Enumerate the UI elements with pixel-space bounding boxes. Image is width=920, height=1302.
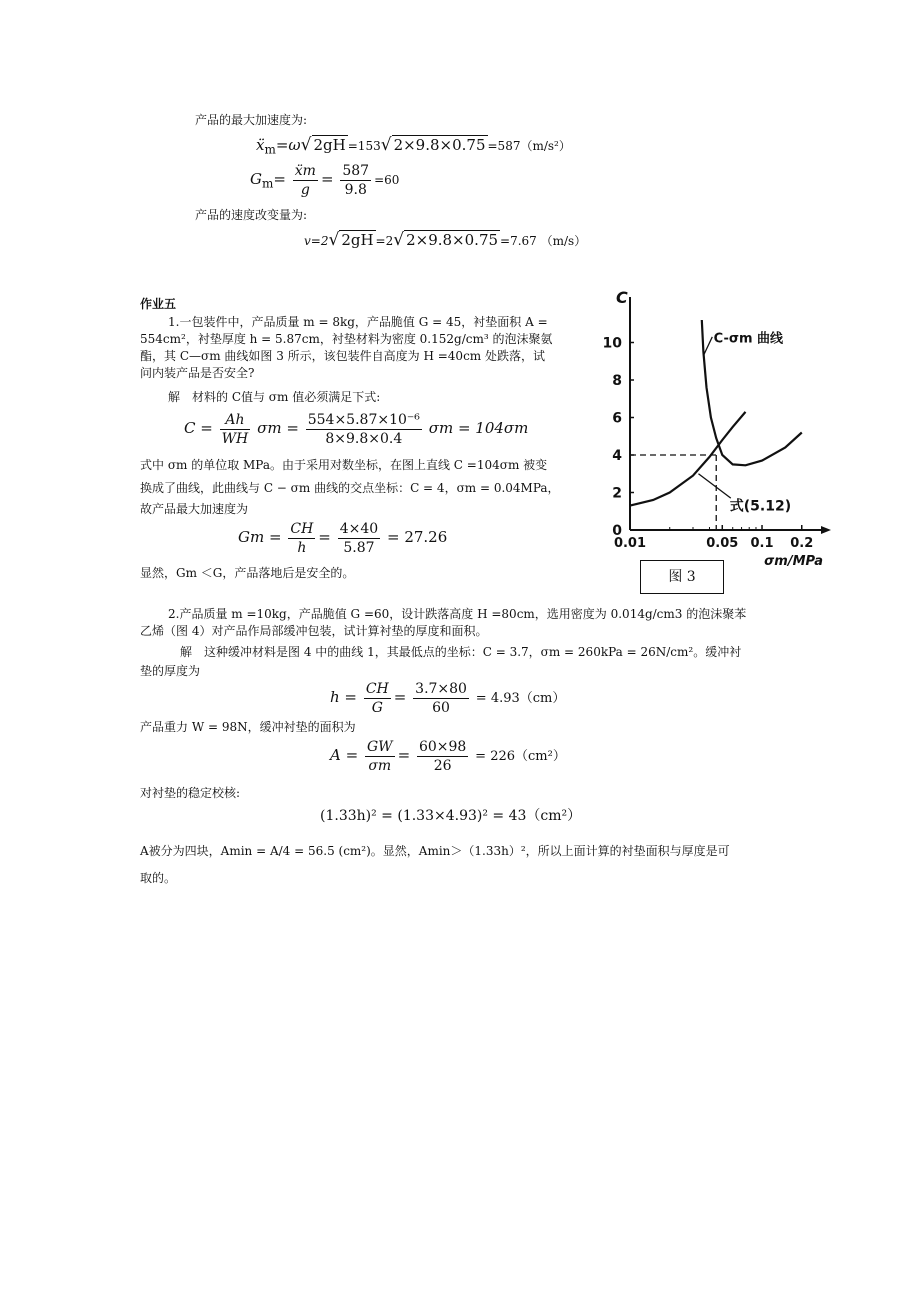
eq4-result: σm = 104σm [428, 419, 529, 437]
eq4-sigma: σm = [257, 419, 299, 437]
hw5-p1b-line-2: 故产品最大加速度为 [140, 502, 249, 516]
equation-gm: $G_m=$ $\frac{\text{ẍm}}{g}$ = $\frac{587}{9.8}$ =60 [250, 163, 400, 198]
eq2-frac1: $\frac{\text{ẍm}}{g}$ [294, 163, 316, 198]
equation-max-accel [256, 135, 571, 156]
eq3-lhs: v=2 [304, 234, 329, 248]
eq6-result: = 4.93（cm） [475, 691, 566, 706]
p2-check-line: 对衬垫的稳定校核: [140, 786, 241, 800]
p2-line-1: 乙烯（图 4）对产品作局部缓冲包装，试计算衬垫的厚度和面积。 [140, 624, 488, 638]
eq6-lhs: h = [330, 688, 357, 706]
p2-final-line-2: 取的。 [140, 871, 177, 885]
x-tick-label: 0.01 [613, 536, 647, 551]
figure-label-box [640, 560, 724, 594]
hw5-p1b-line-0: 式中 σm 的单位取 MPa。由于采用对数坐标，在图上直线 C =104σm 被变 [140, 458, 548, 472]
p2-weight-line: 产品重力 W = 98N，缓冲衬垫的面积为 [140, 720, 356, 734]
sqrt-icon: √ [380, 135, 392, 155]
x-tick-label: 0.1 [750, 536, 774, 551]
chart-svg [600, 285, 840, 585]
x-tick-label: 0.2 [790, 536, 814, 551]
eq7-result: = 226（cm²） [475, 749, 566, 764]
equation-h: h = $\frac{CH}{G}$ = $\frac{3.7\times 80}{60}$ = 4.93（cm） [330, 681, 566, 716]
y-tick-label: 4 [612, 448, 622, 464]
eq1-num: =153 [347, 139, 381, 153]
eq2-lhs: G [250, 170, 262, 188]
sqrt-icon: √ [328, 230, 340, 250]
annotation-leader-1 [698, 474, 730, 498]
y-axis-label: C [616, 288, 628, 307]
x-axis-arrow-icon [821, 526, 831, 534]
eq4-frac1: $\frac{Ah}{WH}$ [221, 412, 249, 447]
annotation-label-0: C-σm 曲线 [713, 331, 784, 347]
hw5-p1-line-2: 酯，其 C—σm 曲线如图 3 所示，该包装件自高度为 H =40cm 处跌落，试 [140, 349, 545, 363]
figure-label: 图 3 [668, 569, 696, 585]
eq2-frac2: $\frac{587}{9.8}$ [342, 163, 370, 198]
y-tick-label: 8 [612, 373, 622, 389]
series-line-1 [630, 412, 746, 506]
eq3-result: =7.67 （m/s） [500, 234, 587, 248]
eq1-mid: =ω [275, 136, 301, 154]
x-axis-label: σm/MPa [764, 554, 823, 569]
eq3-mid: =2 [375, 234, 394, 248]
y-tick-label: 0 [612, 523, 622, 539]
figure-3 [600, 285, 840, 585]
p2-line-0: 2.产品质量 m =10kg，产品脆值 G =60，设计跌落高度 H =80cm，选用密度为 0.014g/cm3 的泡沫聚苯 [168, 607, 747, 621]
eq5-frac2: $\frac{4\times 40}{5.87}$ [339, 521, 379, 556]
annotation-leader-0 [703, 337, 712, 356]
eq5-result: = 27.26 [386, 528, 448, 546]
p2-line-2: 解 这种缓冲材料是图 4 中的曲线 1，其最低点的坐标：C = 3.7，σm = 260kPa = 26N/cm²。缓冲衬 [180, 645, 742, 659]
eq3-sqrt: 2gH [341, 231, 374, 249]
eq3-sqrt2: 2×9.8×0.75 [406, 231, 499, 249]
eq4-frac2: $\frac{\text{554×5.87×10⁻⁶}}{8\times 9.8\times 0.4}$ [307, 412, 420, 447]
equation-a: A = $\frac{GW}{\sigma m}$ = $\frac{60\times 98}{26}$ = 226（cm²） [330, 739, 566, 774]
hw5-p1-line-0: 1.一包装件中，产品质量 m = 8kg，产品脆值 G = 45，衬垫面积 A = [168, 315, 548, 329]
hw5-conclusion: 显然，Gm ＜G，产品落地后是安全的。 [140, 566, 355, 580]
p2-line-3: 垫的厚度为 [140, 664, 201, 678]
hw5-p1-line-1: 554cm²，衬垫厚度 h = 5.87cm，衬垫材料为密度 0.152g/cm³ 的泡沫聚氨 [140, 332, 553, 346]
hw5-p1b-line-1: 换成了曲线，此曲线与 C − σm 曲线的交点坐标：C = 4，σm = 0.04MPa， [140, 481, 560, 495]
eq5-lhs: Gm = [238, 528, 282, 546]
velocity-label: 产品的速度改变量为: [195, 208, 308, 222]
hw5-heading: 作业五 [140, 297, 177, 311]
eq7-lhs: A = [330, 746, 359, 764]
hw5-solution-line: 解 材料的 C值与 σm 值必须满足下式: [168, 390, 381, 404]
eq1-lhs: ẍ [256, 136, 265, 154]
sqrt-icon: √ [300, 135, 312, 155]
eq1-sub: m [264, 142, 276, 157]
eq2-result: =60 [374, 173, 400, 187]
equation-velocity [304, 230, 586, 250]
eq6-frac2: $\frac{3.7\times 80}{60}$ [415, 681, 467, 716]
eq6-frac1: $\frac{CH}{G}$ [365, 681, 389, 716]
x-tick-label: 0.05 [706, 536, 739, 551]
eq2-sub: m [261, 176, 274, 191]
eq1-sqrt: 2gH [313, 136, 346, 154]
equation-c [184, 411, 528, 448]
y-tick-label: 2 [612, 485, 622, 502]
equation-stability: (1.33h)² = (1.33×4.93)² = 43（cm²） [320, 808, 582, 824]
y-tick-label: 6 [612, 410, 622, 427]
eq7-frac1: $\frac{GW}{\sigma m}$ [367, 739, 393, 774]
annotation-label-1: 式(5.12) [729, 498, 792, 515]
sqrt-icon: √ [393, 230, 405, 250]
hw5-p1-line-3: 问内装产品是否安全? [140, 366, 255, 380]
eq1-result: =587（m/s²） [487, 139, 571, 153]
eq5-frac1: $\frac{CH}{h}$ [290, 521, 314, 556]
eq1-sqrt2: 2×9.8×0.75 [393, 136, 486, 154]
eq4-lhs: C = [184, 419, 213, 437]
p2-final-line-1: A被分为四块，Amin = A/4 = 56.5 (cm²)。显然，Amin＞（1.33h）²，所以上面计算的衬垫面积与厚度是可 [140, 844, 730, 858]
eq7-frac2: $\frac{60\times 98}{26}$ [418, 739, 467, 774]
max-accel-label: 产品的最大加速度为: [195, 113, 308, 127]
equation-gm2: Gm = $\frac{CH}{h}$ = $\frac{4\times 40}{5.87}$ = 27.26 [238, 521, 448, 556]
y-tick-label: 10 [602, 335, 622, 352]
